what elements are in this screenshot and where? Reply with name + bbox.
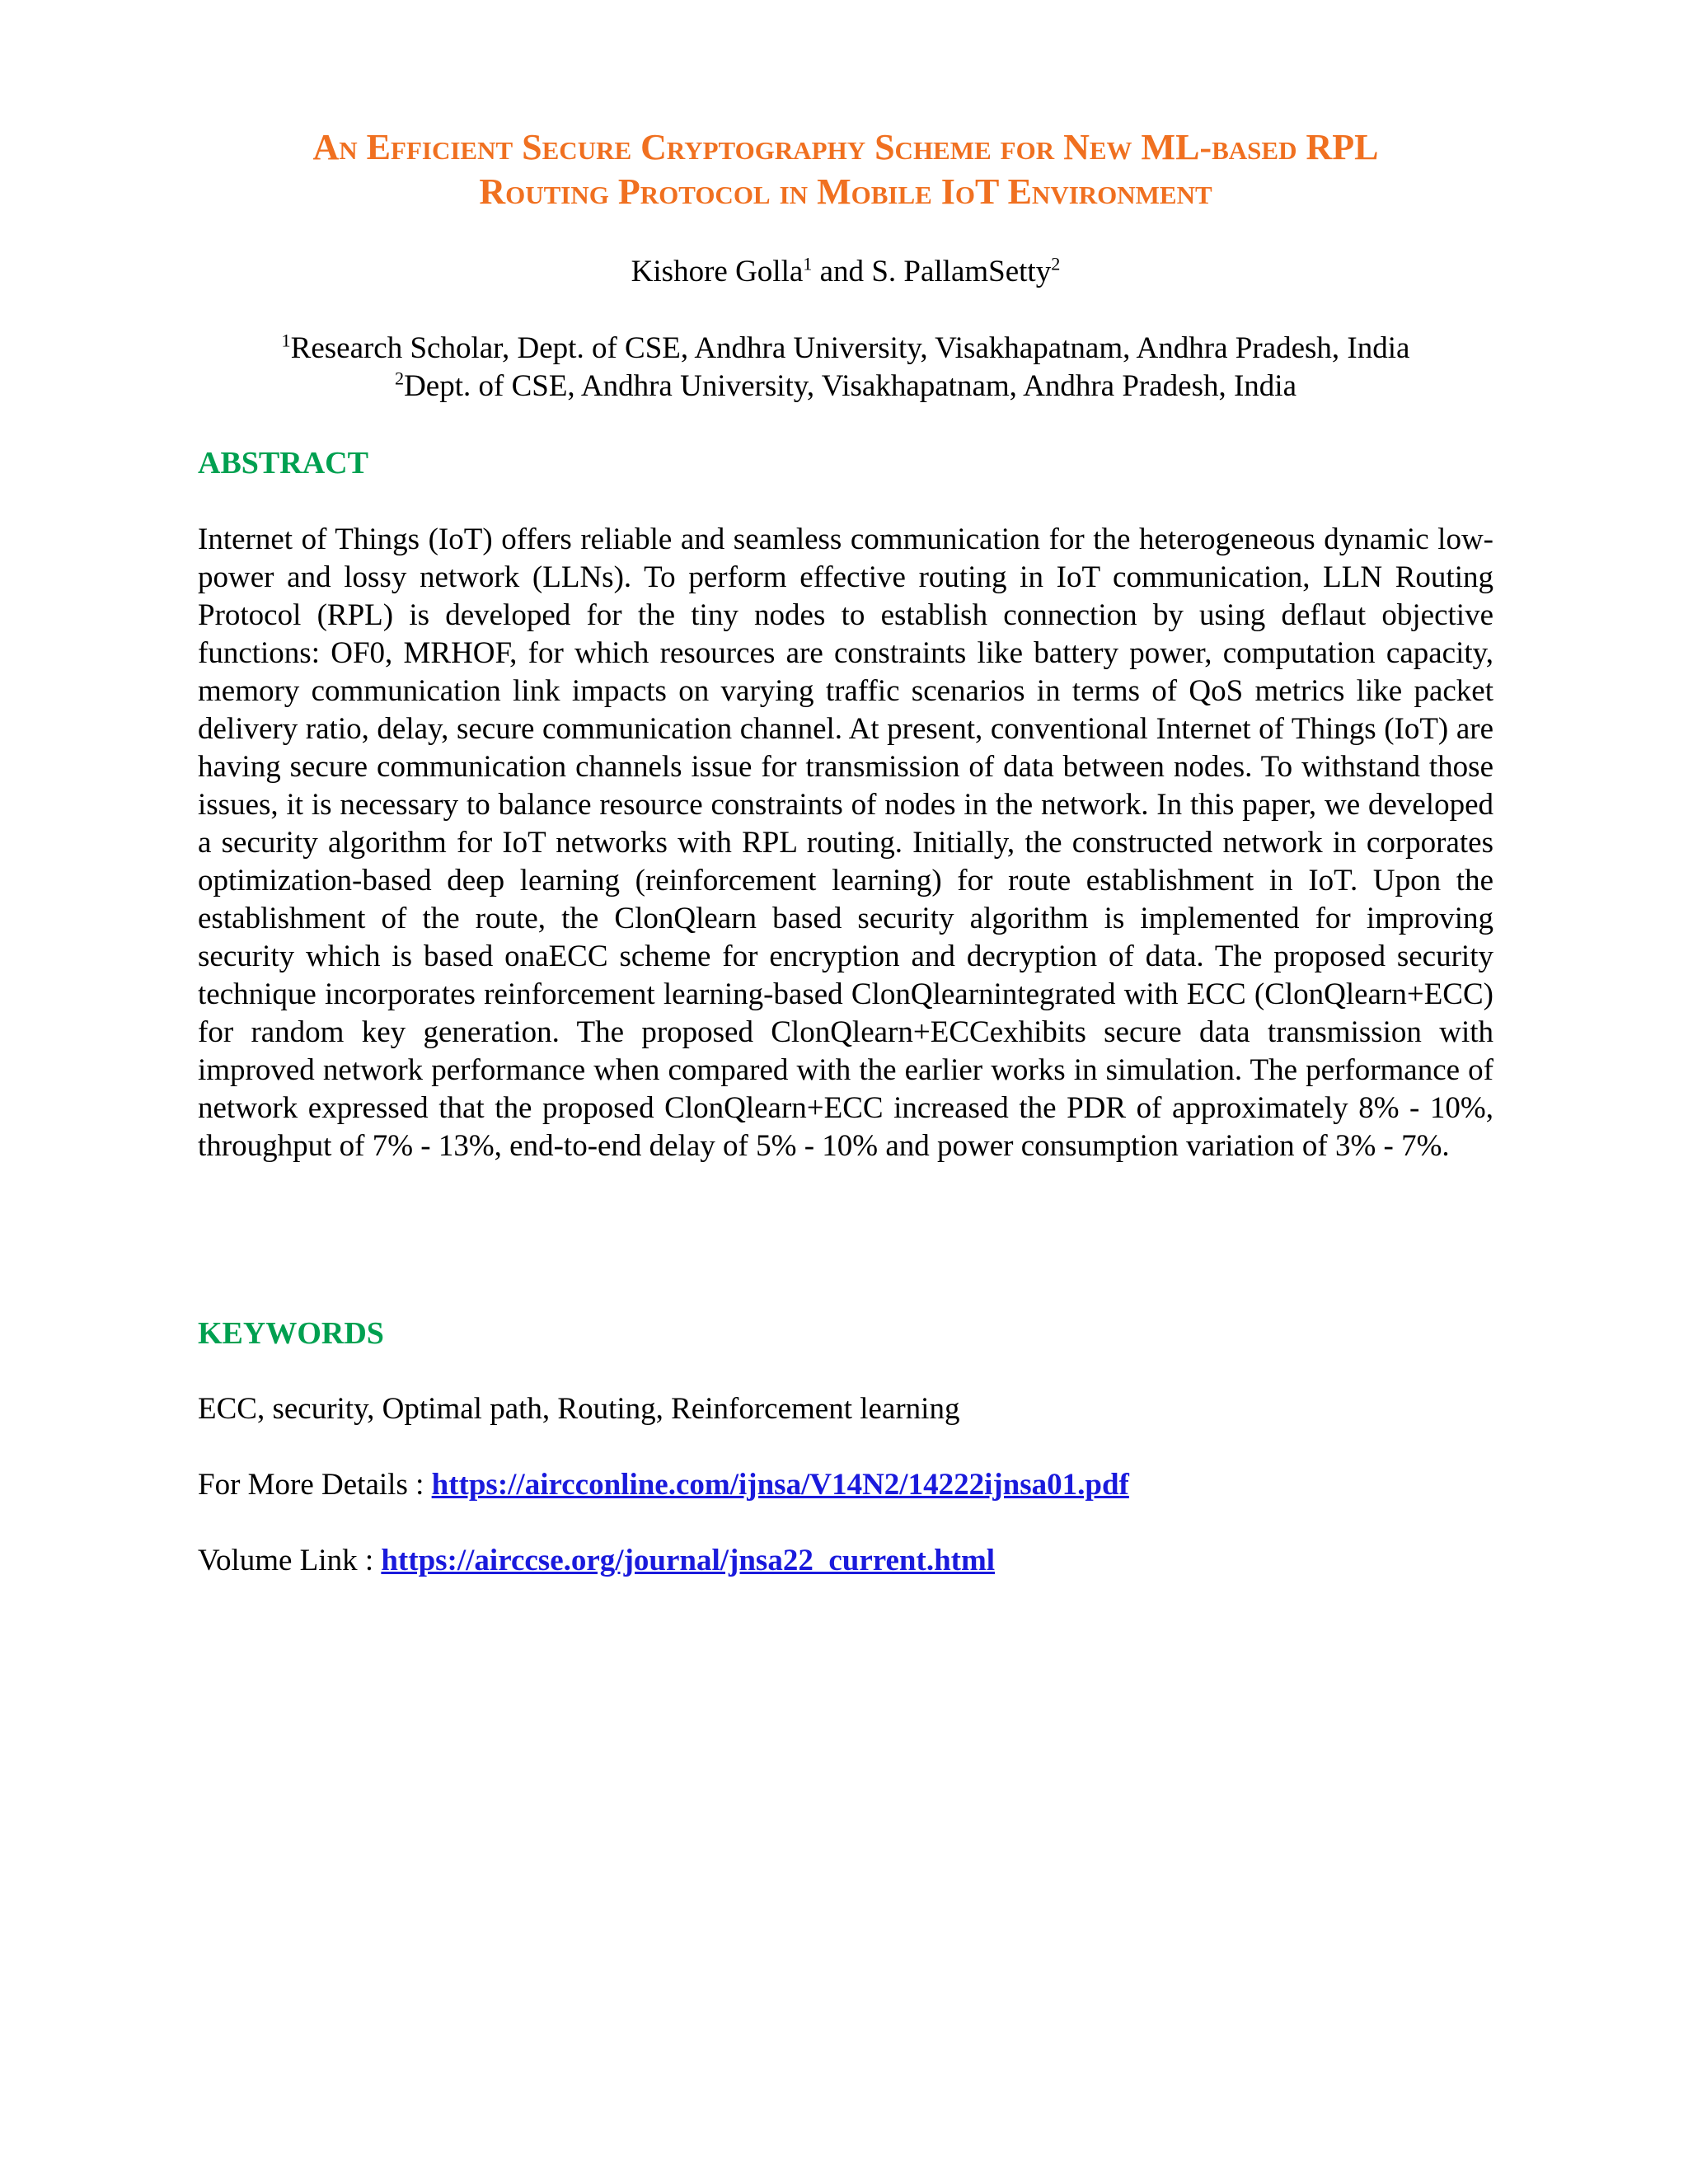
author-list — [198, 254, 1493, 290]
affiliation-text: Research Scholar, Dept. of CSE, Andhra University, Visakhapatnam, Andhra Pradesh, India — [290, 331, 1410, 365]
author-affiliation-mark: 1 — [803, 253, 813, 274]
more-details-link[interactable]: https://aircconline.com/ijnsa/V14N2/14222ijnsa01.pdf — [431, 1468, 1129, 1502]
keywords-heading: KEYWORDS — [198, 1316, 384, 1351]
affiliation-list — [198, 330, 1493, 405]
affiliation-2 — [198, 368, 1493, 405]
paper-title — [198, 125, 1493, 214]
abstract-text: Internet of Things (IoT) offers reliable and seamless communication for the heterogeneous dynamic low-power and lossy network (LLNs). To perform effective routing in IoT communication, LLN Routing Protocol (RPL) is developed for the tiny nodes to establish connection by using deflaut objective functions: OF0, MRHOF, for which resources are constraints like battery power, computation capacity, memory communication link impacts on varying traffic scenarios in terms of QoS metrics like packet delivery ratio, delay, secure communication channel. At present, conventional Internet of Things (IoT) are having secure communication channels issue for transmission of data between nodes. To withstand those issues, it is necessary to balance resource constraints of nodes in the network. In this paper, we developed a security algorithm for IoT networks with RPL routing. Initially, the constructed network in corporates optimization-based deep learning (reinforcement learning) for route establishment in IoT. Upon the establishment of the route, the ClonQlearn based security algorithm is implemented for improving security which is based onaECC scheme for encryption and decryption of data. The proposed security technique incorporates reinforcement learning-based ClonQlearnintegrated with ECC (ClonQlearn+ECC) for random key generation. The proposed ClonQlearn+ECCexhibits secure data transmission with improved network performance when compared with the earlier works in simulation. The performance of network expressed that the proposed ClonQlearn+ECC increased the PDR of approximately 8% - 10%, throughput of 7% - 13%, end-to-end delay of 5% - 10% and power consumption variation of 3% - 7%. — [198, 523, 1493, 1163]
volume-link[interactable]: https://airccse.org/journal/jnsa22_current.html — [381, 1544, 996, 1577]
affiliation-text: Dept. of CSE, Andhra University, Visakhapatnam, Andhra Pradesh, India — [404, 369, 1296, 403]
title-line-2: Routing Protocol in Mobile IoT Environment — [479, 171, 1212, 212]
title-line-1: An Efficient Secure Cryptography Scheme for New ML-based RPL — [312, 127, 1379, 167]
more-details-row — [198, 1467, 1493, 1503]
keywords-text: ECC, security, Optimal path, Routing, Reinforcement learning — [198, 1392, 960, 1426]
affiliation-1 — [198, 330, 1493, 368]
volume-link-row — [198, 1543, 1493, 1579]
affiliation-mark: 1 — [281, 330, 291, 351]
affiliation-mark: 2 — [394, 368, 405, 389]
author-affiliation-mark: 2 — [1051, 253, 1061, 274]
author-name: Kishore Golla — [631, 255, 804, 288]
volume-link-label: Volume Link : — [198, 1544, 382, 1577]
author-connector: and — [812, 255, 872, 288]
more-details-label: For More Details : — [198, 1468, 432, 1502]
abstract-heading: ABSTRACT — [198, 446, 368, 480]
author-name: S. PallamSetty — [871, 255, 1052, 288]
